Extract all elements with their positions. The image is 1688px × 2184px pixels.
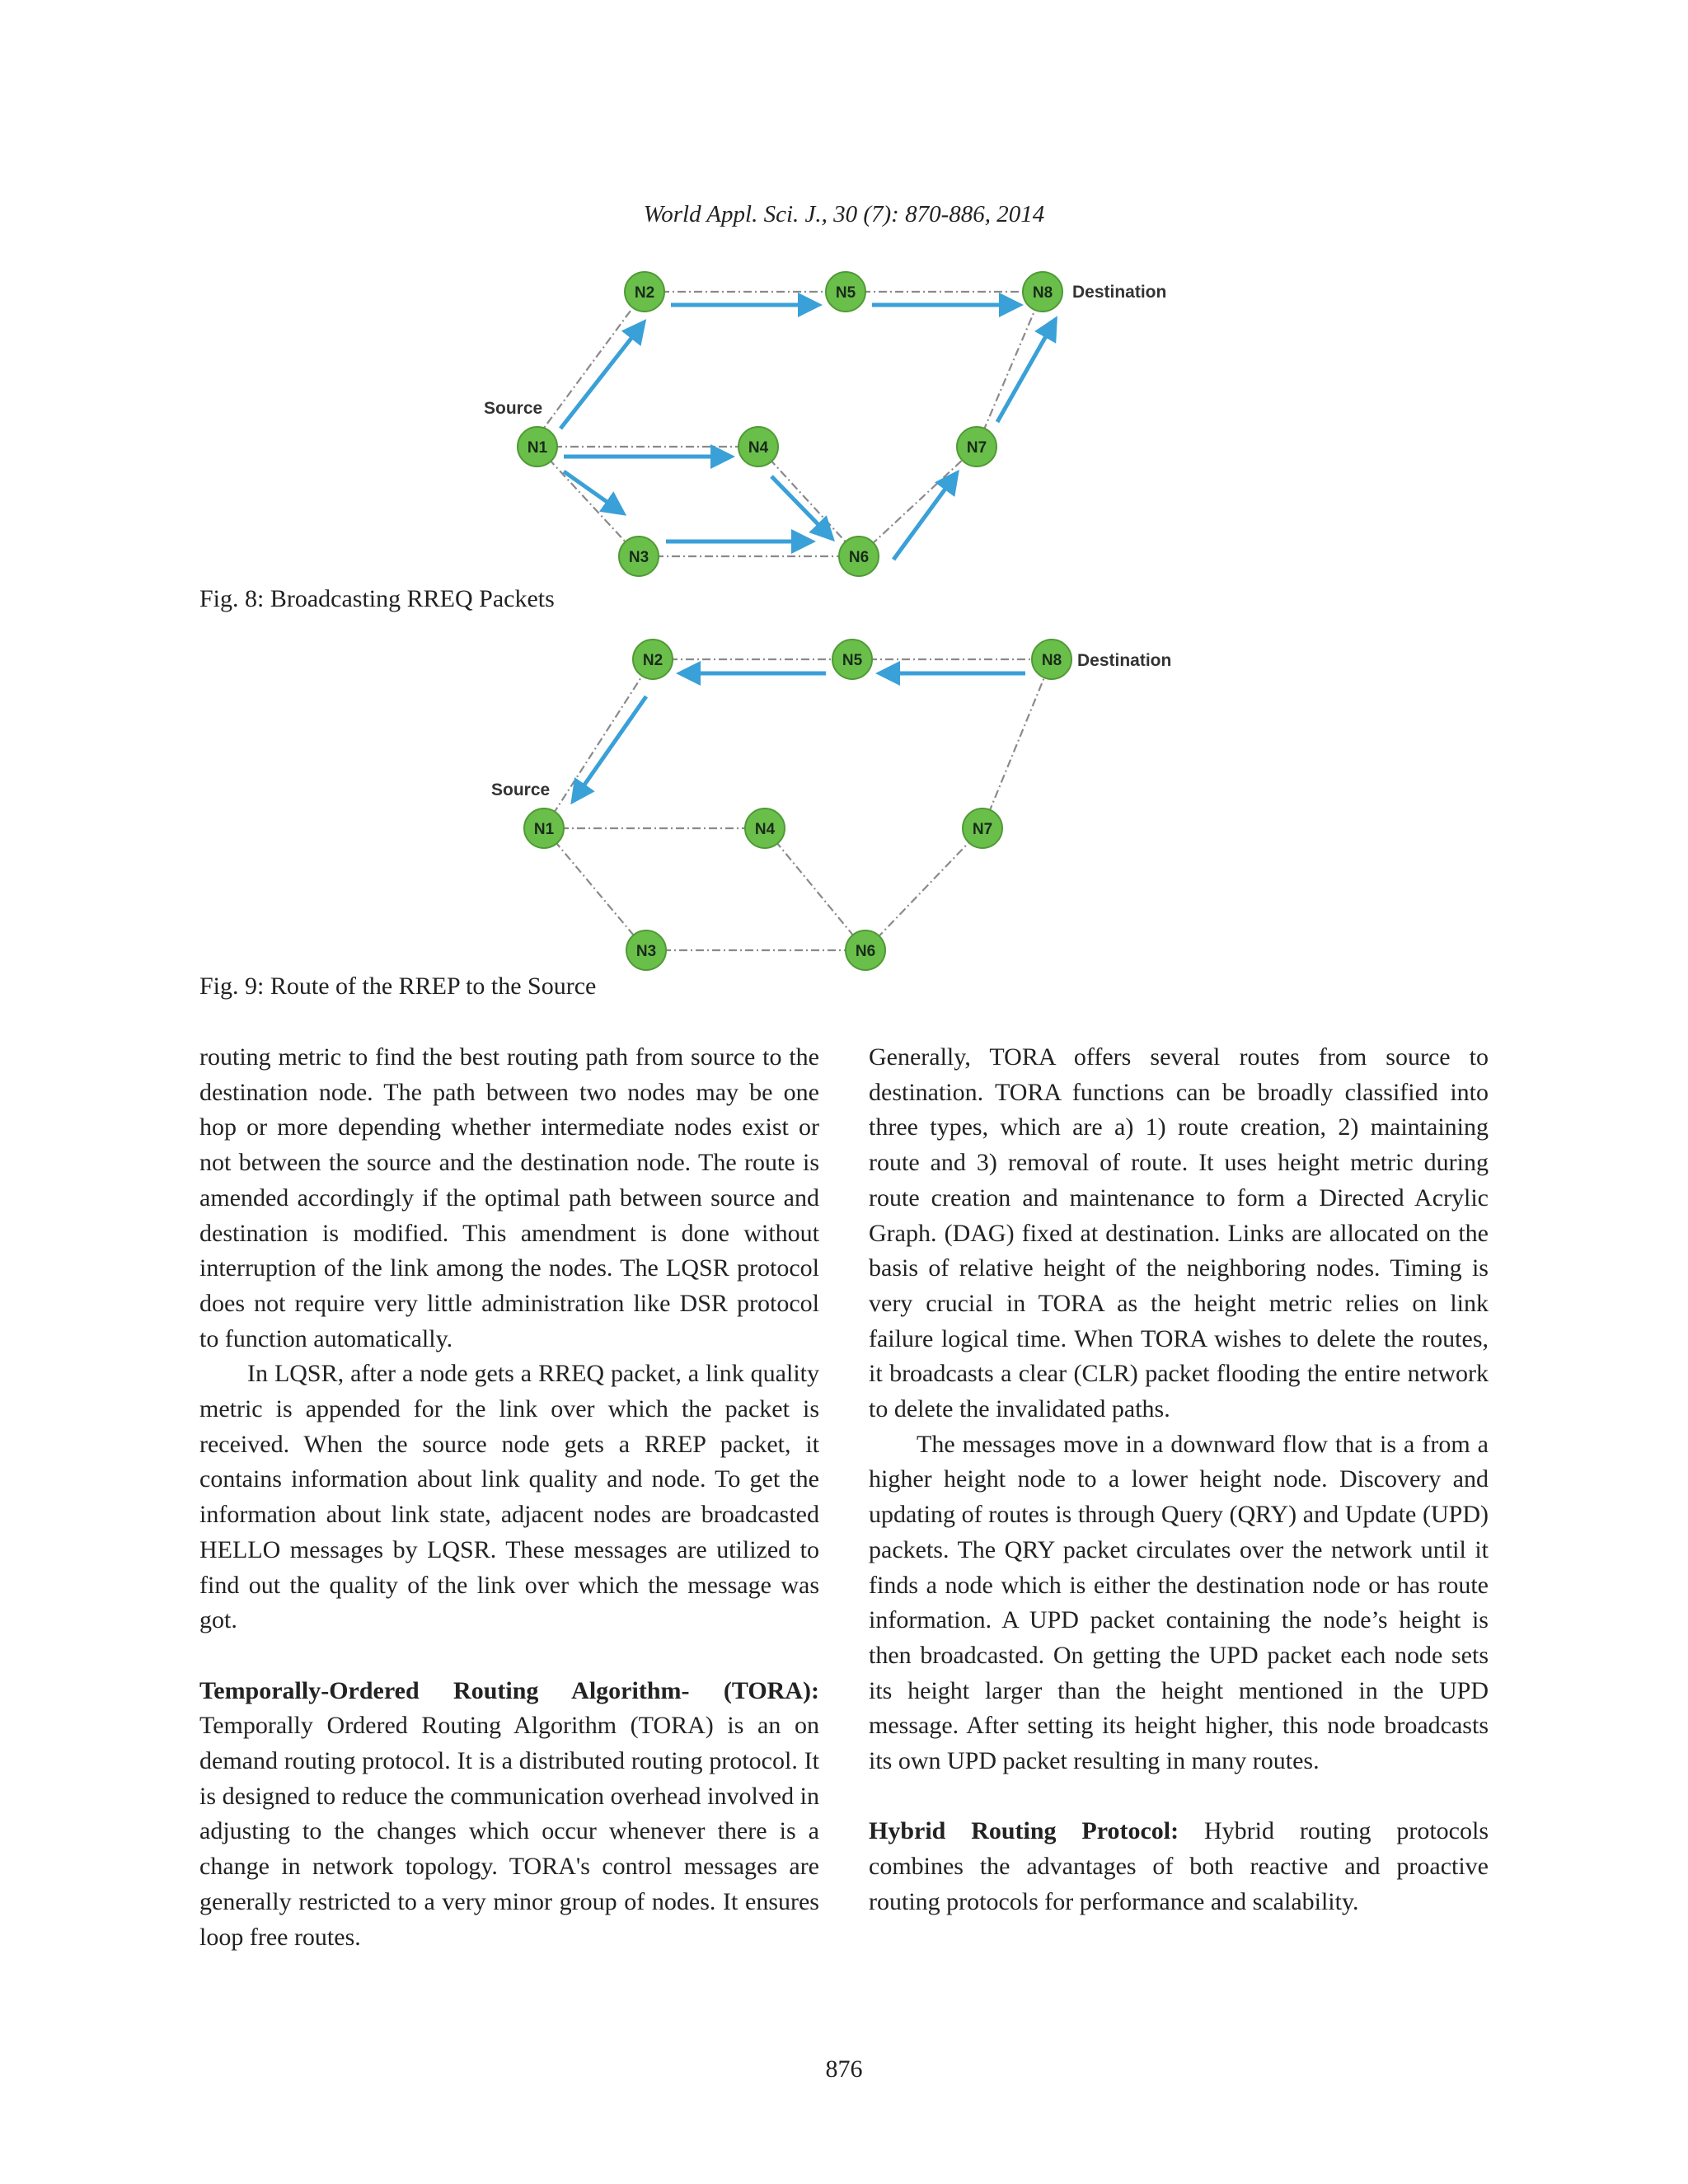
node-n3 bbox=[619, 537, 659, 576]
right-column bbox=[869, 1040, 1489, 1920]
node-n2 bbox=[625, 272, 664, 312]
paragraph: The messages move in a downward flow that is a from a higher height node to a lower height node. Discovery and updating of routes is through Query (QRY) and Update (UPD) packets. The QRY packet circulates over the network until it finds a node which is either the destination node or has route information. A UPD packet containing the node’s height is then broadcasted. On getting the UPD packet each node sets its height larger than the height mentioned in the UPD message. After setting its height higher, this node broadcasts its own UPD packet resulting in many routes. bbox=[869, 1430, 1489, 1775]
paragraph: Hybrid routing protocols combines the advantages of both reactive and proactive routing protocols for performance and scalability. bbox=[869, 1817, 1489, 1915]
figure-8-diagram bbox=[462, 255, 1203, 593]
node-n5 bbox=[832, 640, 872, 679]
svg-text:N6: N6 bbox=[855, 943, 876, 960]
link-n7-n8 bbox=[977, 292, 1043, 447]
figure-9-diagram bbox=[462, 622, 1203, 985]
source-label: Source bbox=[491, 780, 551, 799]
link-n1-n3 bbox=[544, 828, 646, 950]
svg-text:N4: N4 bbox=[748, 439, 769, 457]
link-n7-n8 bbox=[982, 659, 1052, 828]
svg-text:N2: N2 bbox=[634, 284, 655, 302]
journal-header: World Appl. Sci. J., 30 (7): 870-886, 2014 bbox=[643, 201, 1045, 227]
link-n1-n3 bbox=[537, 447, 639, 556]
node-n6 bbox=[839, 537, 879, 576]
page-number: 876 bbox=[825, 2055, 863, 2083]
svg-text:N5: N5 bbox=[835, 284, 856, 302]
paragraph: routing metric to find the best routing path from source to the destination node. The path between two nodes may be one hop or more depending whether intermediate nodes exist or not between the source and the destination node. The route is amended accordingly if the optimal path between source and destination is modified. This amendment is done without interruption of the link among the nodes. The LQSR protocol does not require very little administration like DSR protocol to function automatically. bbox=[199, 1043, 819, 1352]
svg-text:N7: N7 bbox=[966, 439, 987, 457]
node-n3 bbox=[626, 930, 666, 970]
svg-text:N8: N8 bbox=[1032, 284, 1053, 302]
tora-section bbox=[199, 1674, 819, 1956]
destination-label: Destination bbox=[1077, 651, 1172, 670]
paragraph: Generally, TORA offers several routes from source to destination. TORA functions can be broadly classified into three types, which are a) 1) route creation, 2) maintaining route and 3) removal of route. It uses height metric during route creation and maintenance to form a Directed Acrylic Graph. (DAG) fixed at destination. Links are allocated on the basis of relative height of the neighboring nodes. Timing is very crucial in TORA as the height metric relies on link failure logical time. When TORA wishes to delete the routes, it broadcasts a clear (CLR) packet flooding the entire network to delete the invalidated paths. bbox=[869, 1043, 1489, 1423]
section-heading-hybrid: Hybrid Routing Protocol: bbox=[869, 1817, 1179, 1845]
svg-text:N4: N4 bbox=[754, 821, 776, 838]
link-n4-n6 bbox=[765, 828, 865, 950]
link-n6-n7 bbox=[859, 447, 977, 556]
svg-text:N3: N3 bbox=[628, 549, 649, 566]
svg-text:N1: N1 bbox=[527, 439, 548, 457]
node-n1 bbox=[518, 427, 557, 466]
figure-8-caption: Fig. 8: Broadcasting RREQ Packets bbox=[199, 585, 555, 612]
link-n1-n2 bbox=[544, 659, 653, 828]
svg-text:N2: N2 bbox=[642, 652, 663, 669]
hybrid-section bbox=[869, 1814, 1489, 1919]
rreq-arrow-n1-n3 bbox=[564, 471, 620, 511]
link-n6-n7 bbox=[865, 828, 982, 950]
rreq-arrow-n1-n2 bbox=[560, 326, 641, 429]
node-n1 bbox=[524, 808, 564, 848]
svg-text:N8: N8 bbox=[1041, 652, 1062, 669]
section-heading-tora: Temporally-Ordered Routing Algorithm- (TORA): bbox=[199, 1676, 819, 1704]
destination-label: Destination bbox=[1072, 283, 1167, 302]
paragraph: In LQSR, after a node gets a RREQ packet, a link quality metric is appended for the link over which the packet is received. When the source node gets a RREP packet, it contains information about link quality and node. To get the information about link state, adjacent nodes are broadcasted HELLO messages by LQSR. These messages are utilized to find out the quality of the link over which the message was got. bbox=[199, 1360, 819, 1634]
rreq-arrow-n4-n6 bbox=[771, 476, 829, 536]
rreq-arrow-n7-n8 bbox=[997, 323, 1053, 422]
left-column bbox=[199, 1040, 819, 1955]
node-n6 bbox=[846, 930, 885, 970]
svg-text:N1: N1 bbox=[533, 821, 555, 838]
source-label: Source bbox=[484, 399, 543, 418]
node-n8 bbox=[1032, 640, 1071, 679]
svg-text:N6: N6 bbox=[848, 549, 870, 566]
node-n8 bbox=[1023, 272, 1062, 312]
rrep-arrow-n2-n1 bbox=[575, 696, 646, 798]
svg-text:N3: N3 bbox=[635, 943, 657, 960]
paragraph: Temporally Ordered Routing Algorithm (TORA) is an on demand routing protocol. It is a distributed routing protocol. It is designed to reduce the communication overhead involved in adjusting to the changes which occur whenever there is a change in network topology. TORA's control messages are generally restricted to a very minor group of nodes. It ensures loop free routes. bbox=[199, 1712, 819, 1951]
rreq-arrow-n6-n7 bbox=[893, 476, 954, 560]
svg-text:N7: N7 bbox=[972, 821, 993, 838]
node-n4 bbox=[738, 427, 778, 466]
node-n7 bbox=[957, 427, 996, 466]
node-n2 bbox=[633, 640, 673, 679]
link-n1-n2 bbox=[537, 292, 645, 437]
svg-text:N5: N5 bbox=[842, 652, 863, 669]
node-n4 bbox=[745, 808, 785, 848]
node-n7 bbox=[963, 808, 1002, 848]
node-n5 bbox=[826, 272, 865, 312]
figure-9-caption: Fig. 9: Route of the RREP to the Source bbox=[199, 972, 597, 1000]
